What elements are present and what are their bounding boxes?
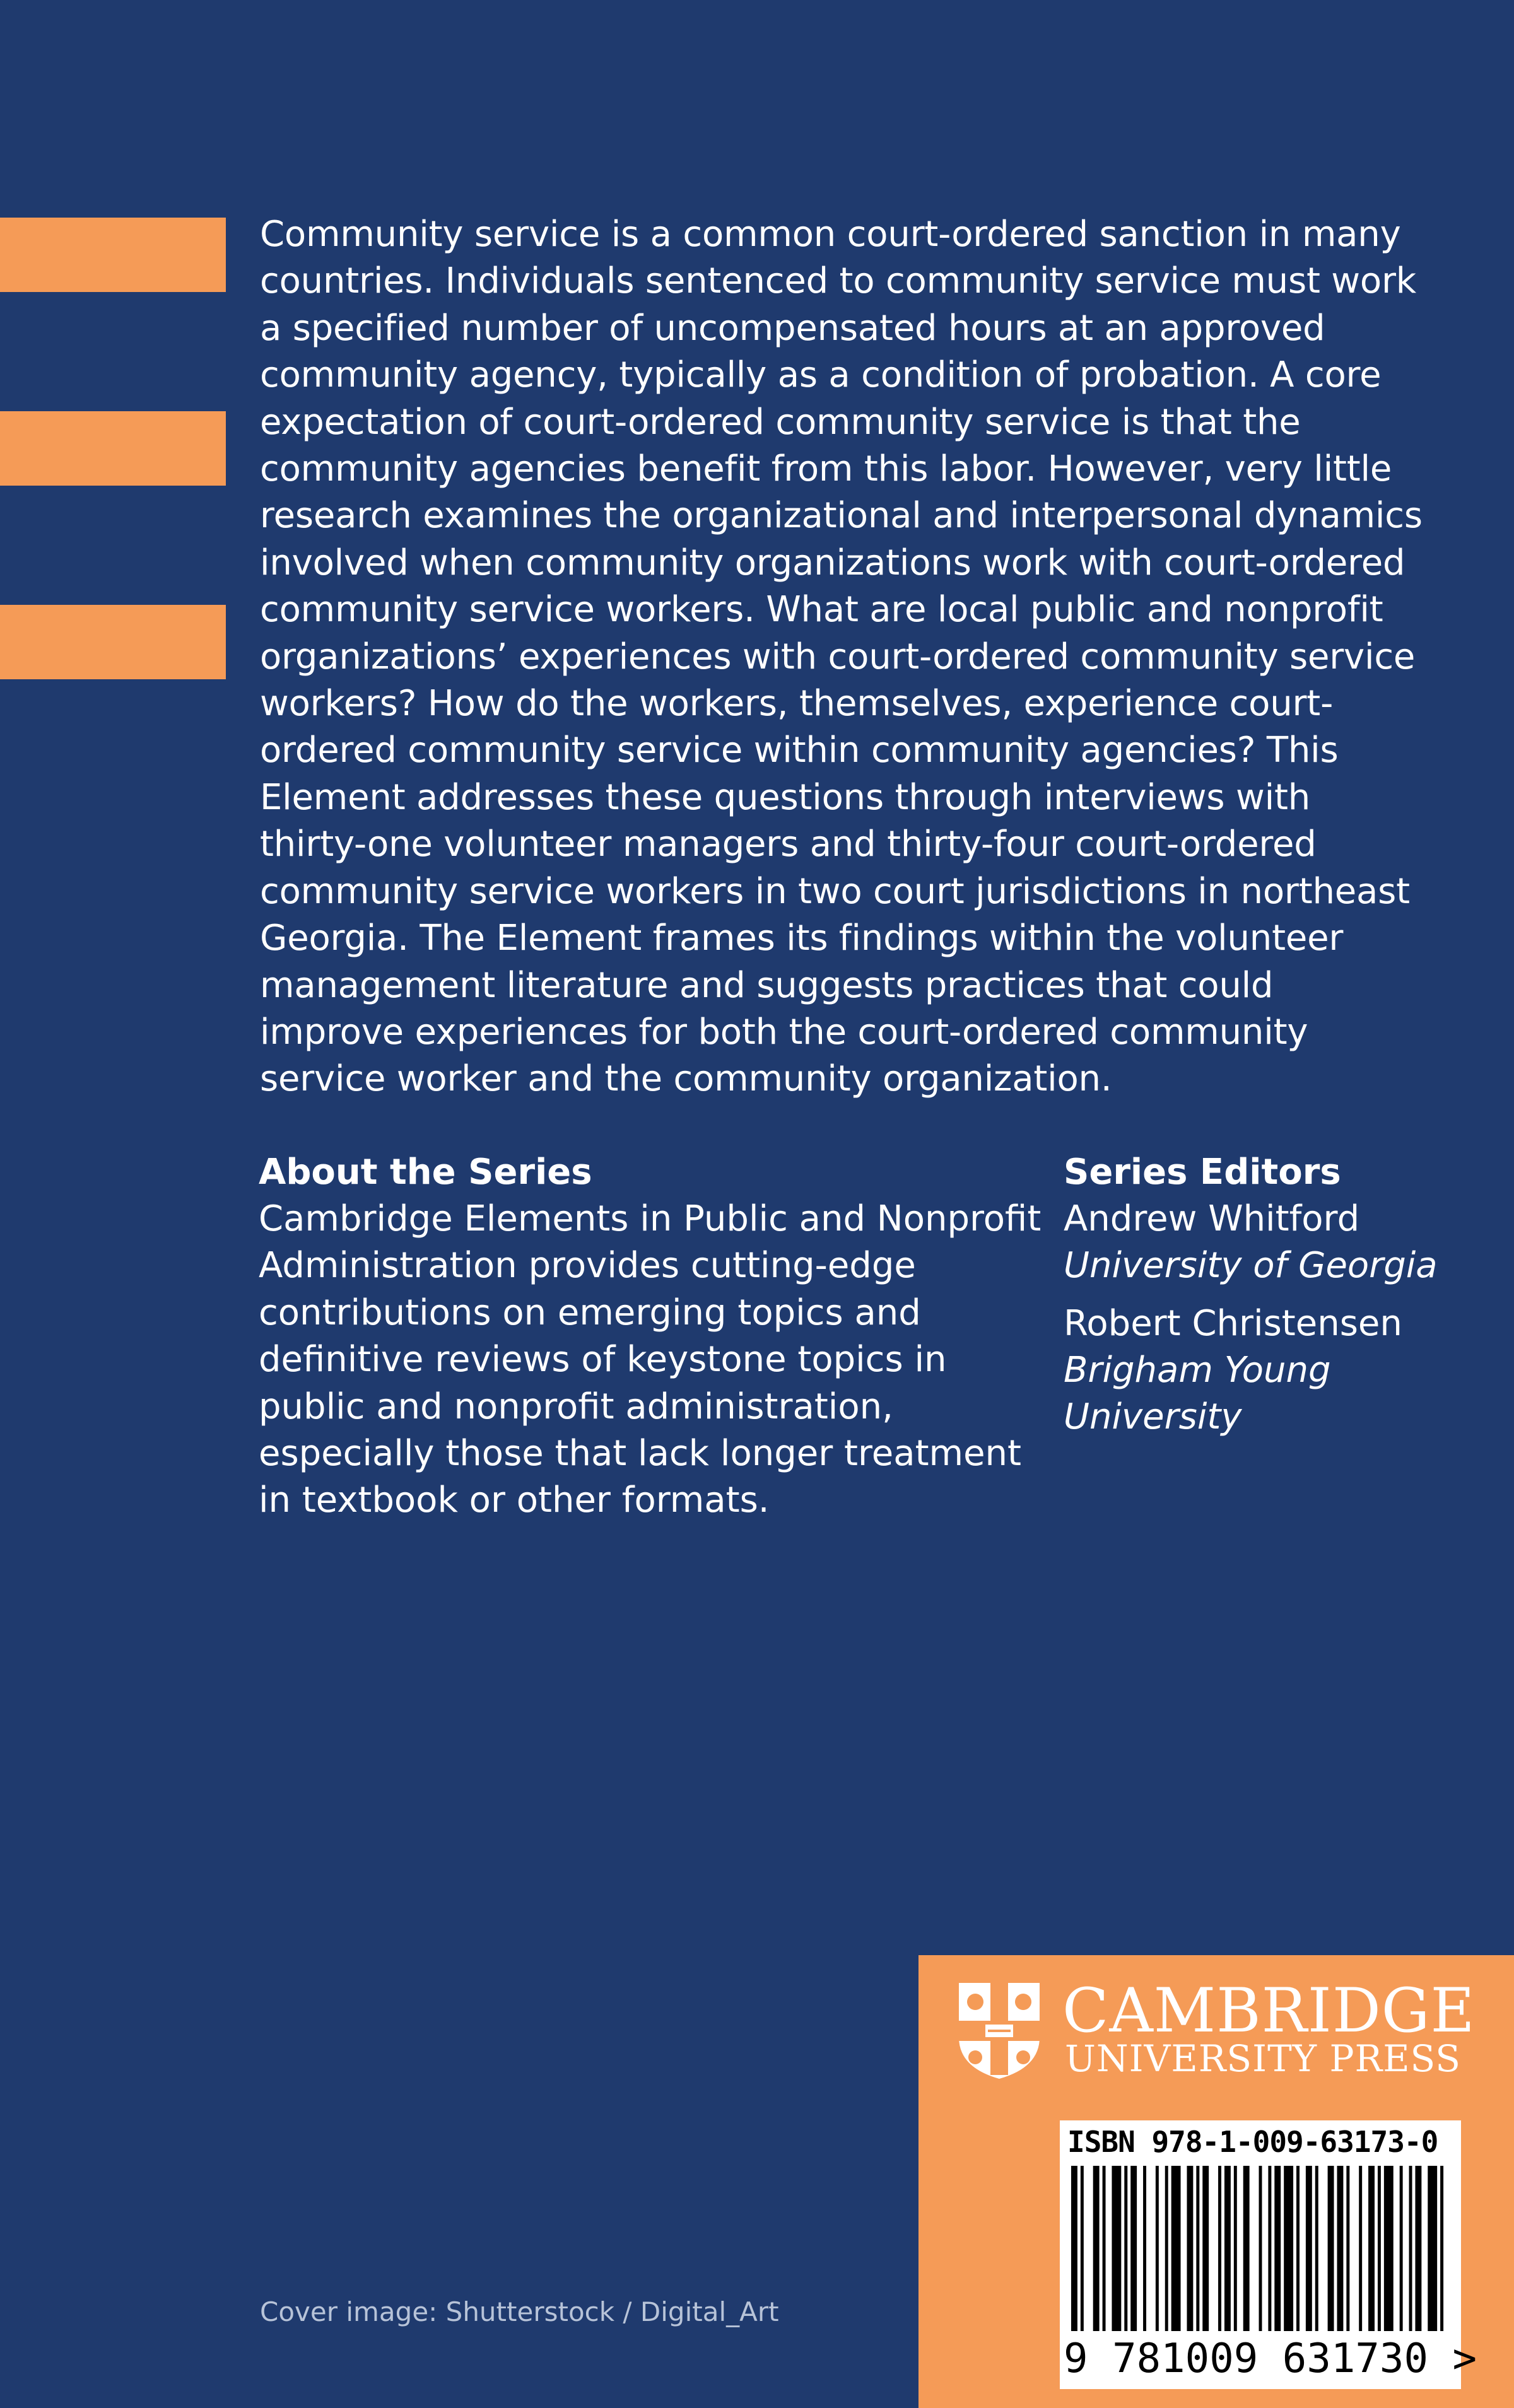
about-text: Cambridge Elements in Public and Nonprofit Administration provides cutting-edge contributions on emerging topics and definitive reviews of keystone topics in public and nonprofit administration, especially those that lack longer treatment in textbook or other formats. xyxy=(259,1198,1042,1521)
editor-entry xyxy=(1064,1300,1467,1441)
series-editors xyxy=(1064,1149,1467,1452)
publisher-subtitle: UNIVERSITY PRESS xyxy=(1065,2037,1461,2080)
book-blurb: Community service is a common court-ordered sanction in many countries. Individuals sentenced to community service must work a specified number of uncompensated hours at an approved community agency, typically as a condition of probation. A core expectation of court-ordered community service is that the community agencies benefit from this labor. However, very little research examines the organizational and interpersonal dynamics involved when community organizations work with court-ordered community service workers. What are local public and nonprofit organizations’ experiences with court-ordered community service workers? How do the workers, themselves, experience court-ordered community service within community agencies? This Element addresses these questions through interviews with thirty-one volunteer managers and thirty-four court-ordered community service workers in two court jurisdictions in northeast Georgia. The Element frames its findings within the volunteer management literature and suggests practices that could improve experiences for both the court-ordered community service worker and the community organization. xyxy=(260,214,1423,1100)
editor-name: Andrew Whitford xyxy=(1064,1198,1360,1239)
isbn-label: ISBN 978-1-009-63173-0 xyxy=(1067,2125,1438,2159)
accent-stripe-1 xyxy=(0,218,226,292)
accent-stripe-3 xyxy=(0,605,226,679)
barcode-bars xyxy=(1071,2166,1450,2331)
publisher-panel xyxy=(918,1955,1514,2408)
barcode-digits: 9 781009 631730 > xyxy=(1064,2335,1477,2382)
about-heading: About the Series xyxy=(259,1152,592,1193)
editor-entry xyxy=(1064,1196,1467,1289)
accent-stripe-2 xyxy=(0,411,226,486)
editor-affiliation: University of Georgia xyxy=(1064,1245,1438,1286)
editors-heading: Series Editors xyxy=(1064,1152,1341,1193)
cambridge-crest-icon xyxy=(956,1980,1042,2081)
isbn-barcode xyxy=(1060,2120,1477,2389)
cover-image-credit: Cover image: Shutterstock / Digital_Art xyxy=(260,2296,779,2327)
publisher-name: CAMBRIDGE xyxy=(1062,1975,1476,2046)
editor-name: Robert Christensen xyxy=(1064,1303,1402,1344)
about-the-series xyxy=(259,1149,1047,1524)
editor-affiliation: Brigham Young University xyxy=(1064,1350,1331,1437)
